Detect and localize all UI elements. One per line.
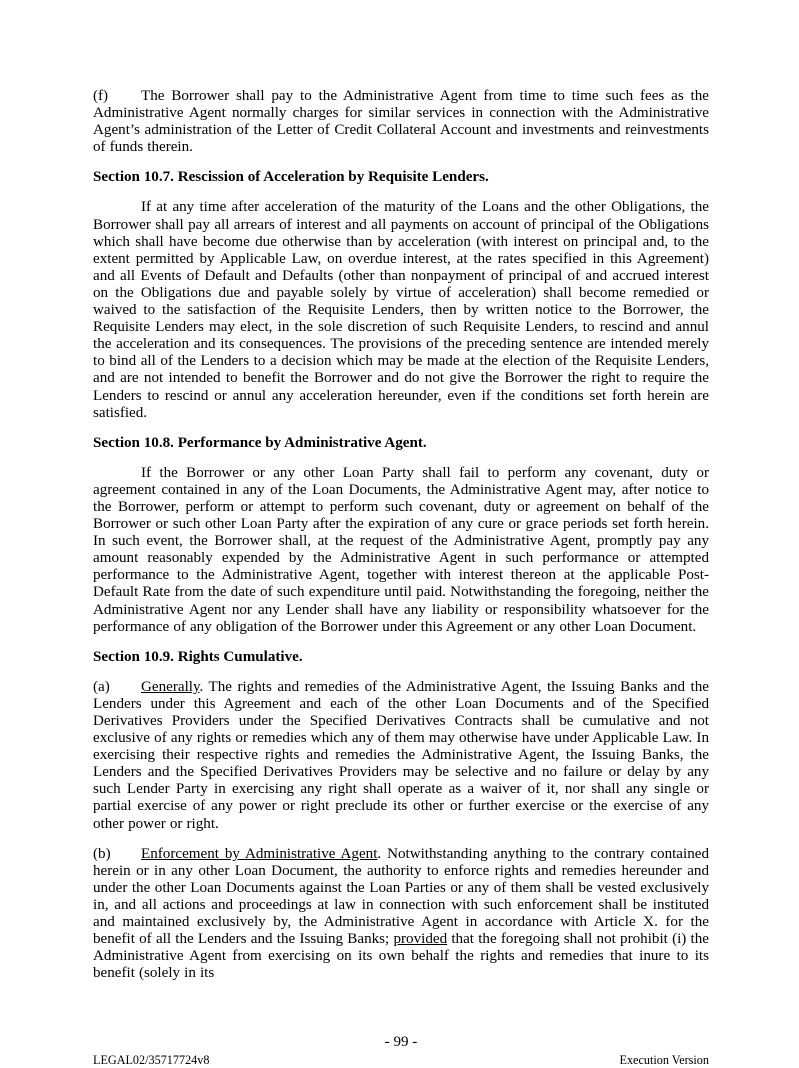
subsection-a-marker: (a) <box>93 678 110 695</box>
paragraph-f <box>93 88 709 156</box>
heading-section-10-9: Section 10.9. Rights Cumulative. <box>93 648 303 665</box>
heading-section-10-8: Section 10.8. Performance by Administrative Agent. <box>93 434 427 451</box>
subsection-b-text-1: . Notwithstanding anything to the contrary contained herein or in any other Loan Document, the authority to enforce rights and remedies hereunder and under the other Loan Documents against the Loan Parties or any of them shall be vested exclusively in, and all actions and proceedings at law in connection with such enforcement shall be instituted and maintained exclusively by, the Administrative Agent in accordance with Article X. for the benefit of all the Lenders and the Issuing Banks; <box>93 845 709 948</box>
subsection-b-emphasis: provided <box>393 931 448 948</box>
paragraph-f-text: The Borrower shall pay to the Administrative Agent from time to time such fees as the Administrative Agent normally charges for similar services in connection with the Administrative Agent’s administration of the Letter of Credit Collateral Account and investments and reinvestments of funds therein. <box>93 88 709 156</box>
paragraph-section-10-8-text: If the Borrower or any other Loan Party shall fail to perform any covenant, duty or agreement contained in any of the Loan Documents, the Administrative Agent may, after notice to the Borrower, perform or attempt to perform such covenant, duty or agreement on behalf of the Borrower or such other Loan Party after the expiration of any cure or grace periods set forth herein. In such event, the Borrower shall, at the request of the Administrative Agent, promptly pay any amount reasonably expended by the Administrative Agent in such performance or attempted performance to the Administrative Agent, together with interest thereon at the applicable Post-Default Rate from the date of such expenditure until paid. Notwithstanding the foregoing, neither the Administrative Agent nor any Lender shall have any liability or responsibility whatsoever for the performance of any obligation of the Borrower under this Agreement or any other Loan Document. <box>93 464 709 635</box>
paragraph-section-10-7-text: If at any time after acceleration of the maturity of the Loans and the other Obligations, the Borrower shall pay all arrears of interest and all payments on account of principal of the Obligations which shall have become due otherwise than by acceleration (with interest on principal and, to the extent permitted by Applicable Law, on overdue interest, at the rates specified in this Agreement) and all Events of Default and Defaults (other than nonpayment of principal of and accrued interest on the Obligations due and payable solely by virtue of acceleration) shall become remedied or waived to the satisfaction of the Requisite Lenders, then by written notice to the Borrower, the Requisite Lenders may elect, in the sole discretion of such Requisite Lenders, to rescind and annul the acceleration and its consequences. The provisions of the preceding sentence are intended merely to bind all of the Lenders to a decision which may be made at the election of the Requisite Lenders, and are not intended to benefit the Borrower and do not give the Borrower the right to require the Lenders to rescind or annul any acceleration hereunder, even if the conditions set forth herein are satisfied. <box>93 199 709 421</box>
paragraph-section-10-9-b <box>93 846 709 983</box>
paragraph-f-marker: (f) <box>93 88 109 104</box>
footer-document-id: LEGAL02/35717724v8 <box>93 1053 210 1067</box>
subsection-b-text-2: that the foregoing shall not prohibit (i) the Administrative Agent from exercising on its own behalf the rights and remedies that inure to its benefit (solely in its <box>93 931 709 982</box>
paragraph-section-10-8 <box>93 465 709 636</box>
subsection-b-marker: (b) <box>93 845 111 862</box>
paragraph-section-10-9-a <box>93 679 709 833</box>
page-content <box>93 88 709 995</box>
footer-row <box>93 1053 709 1068</box>
subsection-b-title: Enforcement by Administrative Agent <box>141 845 378 862</box>
heading-section-10-7: Section 10.7. Rescission of Acceleration by Requisite Lenders. <box>93 169 489 186</box>
subsection-a-title: Generally <box>141 678 200 695</box>
paragraph-section-10-7 <box>93 199 709 421</box>
footer-version-label: Execution Version <box>619 1053 709 1067</box>
subsection-a-text: . The rights and remedies of the Administrative Agent, the Issuing Banks and the Lenders under this Agreement and each of the other Loan Documents and of the Specified Derivatives Providers under the Specified Derivatives Contracts shall be cumulative and not exclusive of any rights or remedies which any of them may otherwise have under Applicable Law. In exercising their respective rights and remedies the Administrative Agent, the Issuing Banks, the Lenders and the Specified Derivatives Providers may be selective and no failure or delay by any such Lender Party in exercising any right shall operate as a waiver of it, nor shall any single or partial exercise of any power or right preclude its other or further exercise or the exercise of any other power or right. <box>93 678 709 832</box>
page-number: - 99 - <box>384 1034 418 1050</box>
